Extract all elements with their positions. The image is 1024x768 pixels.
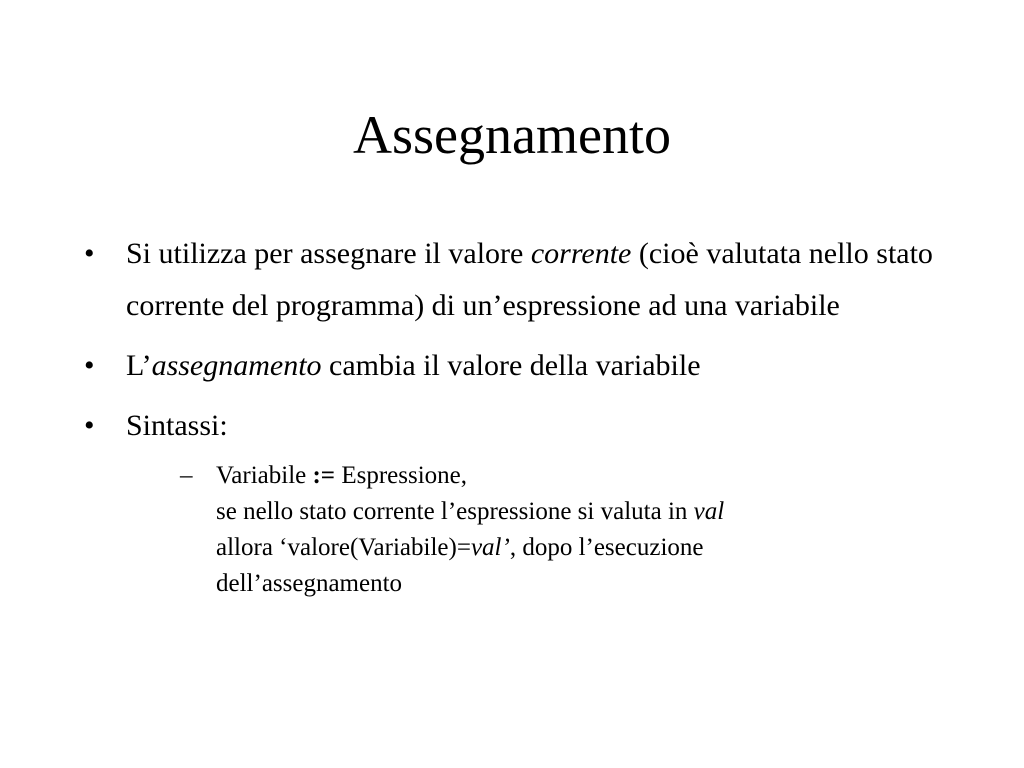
sub-text: Espressione, (335, 462, 467, 489)
bullet-item (84, 400, 944, 602)
bullet-marker: • (84, 349, 95, 382)
bullet-item (84, 228, 944, 332)
sub-text: , dopo l’esecuzione (509, 534, 704, 561)
slide-title: Assegnamento (353, 105, 671, 165)
sub-text: se nello stato corrente l’espressione si valuta in (216, 498, 694, 525)
bullet-text: (cioè valutata nello stato corrente del programma) di un’espressione ad una variabile (126, 237, 933, 322)
bullet-marker: • (84, 237, 95, 270)
sub-bullet-line (216, 458, 944, 494)
assign-operator: := (312, 462, 336, 489)
bullet-text: Sintassi: (126, 409, 228, 442)
sub-bullet-line (216, 530, 944, 566)
bullet-text: cambia il valore della variabile (321, 349, 701, 382)
bullet-emphasis: corrente (530, 237, 632, 270)
bullet-text: L’ (126, 349, 152, 382)
sub-text: allora ‘valore(Variabile)= (216, 534, 471, 561)
sub-bullet-line: dell’assegnamento (216, 570, 403, 597)
sub-bullet-line (216, 494, 944, 530)
bullet-item (84, 340, 944, 392)
sub-emphasis: val’ (470, 534, 510, 561)
bullet-marker: • (84, 409, 95, 442)
sub-text: Variabile (216, 462, 313, 489)
bullet-text: Si utilizza per assegnare il valore (126, 237, 531, 270)
bullet-list (84, 228, 944, 610)
sub-bullet (126, 458, 944, 602)
sub-bullet-marker: – (180, 462, 193, 489)
sub-emphasis: val (693, 498, 725, 525)
bullet-emphasis: assegnamento (151, 349, 322, 382)
